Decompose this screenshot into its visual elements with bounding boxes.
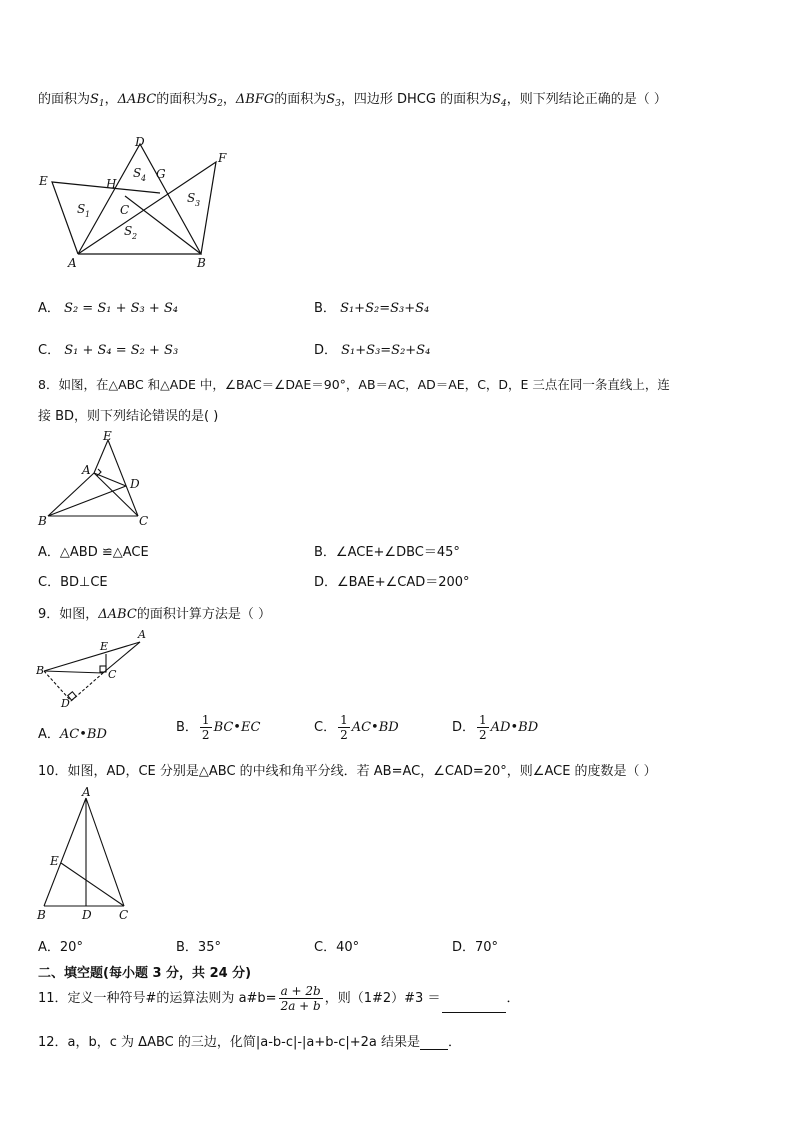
option-label: A． bbox=[38, 727, 60, 742]
q9-line-ba bbox=[44, 642, 140, 671]
q8-option-a[interactable] bbox=[38, 541, 149, 560]
option-label: D． bbox=[452, 940, 476, 955]
q7-quad-text: ，四边形 DHCG 的面积为 bbox=[340, 92, 493, 107]
q11-stem bbox=[38, 984, 519, 1013]
option-text: BC•EC bbox=[213, 720, 261, 735]
frac-den: 2 bbox=[340, 728, 348, 742]
q7-s1-sub: 1 bbox=[98, 99, 105, 109]
option-label: D． bbox=[452, 720, 476, 735]
frac-den: 2a + b bbox=[280, 999, 321, 1013]
q9-label-b: B bbox=[36, 664, 45, 677]
q9-option-c[interactable] bbox=[314, 713, 399, 742]
q7-tri-abd bbox=[78, 144, 201, 254]
q10-option-d[interactable] bbox=[452, 936, 498, 955]
option-label: A． bbox=[38, 545, 60, 560]
q7-option-b[interactable] bbox=[314, 297, 429, 316]
q10-option-a[interactable] bbox=[38, 936, 83, 955]
q12-stem-text: 12．a，b，c 为 ΔABC 的三边，化简|a-b-c|-|a+b-c|+2a 结果是 bbox=[38, 1035, 421, 1050]
q7-option-a[interactable] bbox=[38, 297, 178, 316]
q7-option-d[interactable] bbox=[314, 339, 430, 358]
frac-num: 1 bbox=[201, 713, 210, 727]
option-text: 40° bbox=[336, 940, 360, 955]
frac-num: 1 bbox=[340, 713, 348, 727]
q9-label-c: C bbox=[108, 668, 117, 681]
q10-line-ce bbox=[61, 863, 124, 906]
q8-option-d[interactable] bbox=[314, 571, 470, 590]
q10-line-ab bbox=[44, 798, 86, 906]
option-text: AC•BD bbox=[351, 720, 399, 735]
q8-figure bbox=[36, 428, 156, 528]
fraction bbox=[477, 713, 489, 742]
q8-label-b: B bbox=[38, 514, 47, 528]
q10-label-b: B bbox=[37, 908, 46, 922]
q7-tri-abc: ΔABC bbox=[117, 92, 157, 107]
q7-s4-sub: 4 bbox=[501, 99, 507, 109]
q11-answer-blank[interactable] bbox=[442, 1000, 506, 1013]
q10-label-c: C bbox=[119, 908, 129, 922]
q7-label-f: F bbox=[218, 151, 227, 165]
q7-label-s3: S bbox=[187, 191, 196, 205]
option-text: 70° bbox=[475, 940, 499, 955]
q10-label-d: D bbox=[82, 908, 92, 922]
q10-line-ac bbox=[86, 798, 124, 906]
option-label: C． bbox=[314, 720, 337, 735]
frac-den: 2 bbox=[479, 728, 487, 742]
q9-stem bbox=[38, 603, 271, 622]
q7-s1: S bbox=[90, 92, 99, 107]
q7-label-d: D bbox=[135, 135, 145, 149]
option-text: ∠BAE+∠CAD＝200° bbox=[337, 575, 470, 590]
q9-line-bc bbox=[44, 671, 103, 673]
section-title: 二、填空题(每小题 3 分，共 24 分) bbox=[38, 966, 252, 981]
q10-option-b[interactable] bbox=[176, 936, 221, 955]
option-label: B． bbox=[176, 940, 198, 955]
q7-stem bbox=[38, 88, 667, 109]
q11-stem-suffix: ，则（1#2）#3 ＝ bbox=[324, 991, 441, 1006]
option-text: BD⊥CE bbox=[60, 575, 108, 590]
q8-stem-line2: 接 BD，则下列结论错误的是( ) bbox=[38, 409, 219, 424]
q7-stem-text: 的面积为 bbox=[38, 92, 91, 107]
frac-den: 2 bbox=[201, 728, 210, 742]
q12-answer-blank[interactable] bbox=[420, 1037, 448, 1050]
q8-label-e: E bbox=[103, 429, 112, 443]
q7-label-s2: S bbox=[124, 224, 133, 238]
q11-stem-text: 11．定义一种符号#的运算法则为 a#b= bbox=[38, 991, 277, 1006]
q9-tri: ΔABC bbox=[98, 607, 137, 622]
q7-s2-sub: 2 bbox=[217, 99, 223, 109]
q7-label-s4-sub: 4 bbox=[141, 174, 147, 183]
option-label: B． bbox=[314, 301, 336, 316]
q11-fraction bbox=[279, 984, 323, 1013]
q7-s4: S bbox=[492, 92, 501, 107]
option-label: A． bbox=[38, 940, 60, 955]
q7-option-c[interactable] bbox=[38, 339, 178, 358]
option-text: S₁+S₃=S₂+S₄ bbox=[341, 343, 431, 358]
q8-line-ea bbox=[94, 440, 108, 473]
q7-label-s4: S bbox=[133, 166, 142, 180]
option-text: S₂ = S₁ + S₃ + S₄ bbox=[64, 301, 178, 316]
q7-tri-aeh bbox=[52, 182, 160, 254]
q7-area-text: 的面积为 bbox=[156, 92, 209, 107]
q9-option-b[interactable] bbox=[176, 713, 260, 742]
q12-stem bbox=[38, 1031, 461, 1050]
option-label: D． bbox=[314, 575, 338, 590]
q7-label-g: G bbox=[156, 167, 166, 181]
fraction bbox=[338, 713, 350, 742]
q7-figure bbox=[36, 130, 246, 275]
q12-end: ． bbox=[448, 1035, 462, 1050]
q10-figure bbox=[34, 784, 139, 924]
q8-line-bd bbox=[48, 486, 126, 516]
option-text: S₁ + S₄ = S₂ + S₃ bbox=[64, 343, 179, 358]
option-text: 35° bbox=[197, 940, 221, 955]
q8-option-b[interactable] bbox=[314, 541, 460, 560]
q9-label-e: E bbox=[100, 640, 109, 653]
q7-label-a: A bbox=[68, 256, 77, 270]
q7-stem-suffix: ，则下列结论正确的是（ ） bbox=[506, 92, 667, 107]
frac-num: a + 2b bbox=[280, 984, 321, 998]
q7-label-s3-sub: 3 bbox=[195, 199, 201, 208]
q11-end: ． bbox=[506, 991, 520, 1006]
option-label: C． bbox=[38, 343, 61, 358]
q9-option-d[interactable] bbox=[452, 713, 538, 742]
q7-line-af bbox=[78, 162, 216, 254]
q7-label-s2-sub: 2 bbox=[132, 232, 138, 241]
q7-tri-bfg: ΔBFG bbox=[235, 92, 275, 107]
q10-stem: 10．如图，AD，CE 分别是△ABC 的中线和角平分线．若 AB=AC，∠CAD=20°，则∠ACE 的度数是（ ） bbox=[38, 764, 657, 779]
option-text: S₁+S₂=S₃+S₄ bbox=[340, 301, 430, 316]
q9-label-a: A bbox=[138, 628, 146, 641]
q7-label-s1: S bbox=[77, 202, 86, 216]
q10-label-e: E bbox=[50, 854, 59, 868]
q9-figure bbox=[36, 626, 151, 711]
option-text: AD•BD bbox=[490, 720, 539, 735]
q9-option-a[interactable] bbox=[38, 723, 107, 742]
option-text: ∠ACE+∠DBC＝45° bbox=[335, 545, 460, 560]
q7-label-s1-sub: 1 bbox=[85, 210, 91, 219]
q7-sep: ， bbox=[222, 92, 236, 107]
q7-s3: S bbox=[326, 92, 336, 107]
q8-option-c[interactable] bbox=[38, 571, 108, 590]
option-text: 20° bbox=[59, 940, 83, 955]
q9-stem-text: 9．如图， bbox=[38, 607, 99, 622]
q7-label-h: H bbox=[106, 177, 117, 191]
q7-s3-sub: 3 bbox=[335, 99, 341, 109]
q8-stem-line1: 8．如图，在△ABC 和△ADE 中，∠BAC＝∠DAE＝90°，AB＝AC，AD＝AE，C，D，E 三点在同一条直线上，连 bbox=[38, 377, 670, 392]
q8-line-ba bbox=[48, 473, 94, 516]
q9-stem-suffix: 的面积计算方法是（ ） bbox=[136, 607, 271, 622]
q7-label-e: E bbox=[39, 174, 48, 188]
q8-label-c: C bbox=[139, 514, 149, 528]
frac-num: 1 bbox=[479, 713, 487, 727]
option-label: B． bbox=[314, 545, 336, 560]
option-label: D． bbox=[314, 343, 338, 358]
option-text: △ABD ≌△ACE bbox=[59, 545, 149, 560]
q8-label-a: A bbox=[82, 463, 91, 477]
q7-sep: ， bbox=[104, 92, 118, 107]
q10-label-a: A bbox=[82, 785, 91, 799]
fraction bbox=[200, 713, 212, 742]
option-label: C． bbox=[38, 575, 61, 590]
option-text: AC•BD bbox=[59, 727, 107, 742]
q7-s2: S bbox=[208, 92, 218, 107]
q7-area-text: 的面积为 bbox=[274, 92, 327, 107]
option-label: C． bbox=[314, 940, 337, 955]
option-label: A． bbox=[38, 301, 60, 316]
q7-label-c: C bbox=[120, 203, 130, 217]
q10-option-c[interactable] bbox=[314, 936, 359, 955]
option-label: B． bbox=[176, 720, 198, 735]
q9-label-d: D bbox=[61, 697, 70, 710]
q7-label-b: B bbox=[197, 256, 206, 270]
q8-label-d: D bbox=[130, 477, 140, 491]
